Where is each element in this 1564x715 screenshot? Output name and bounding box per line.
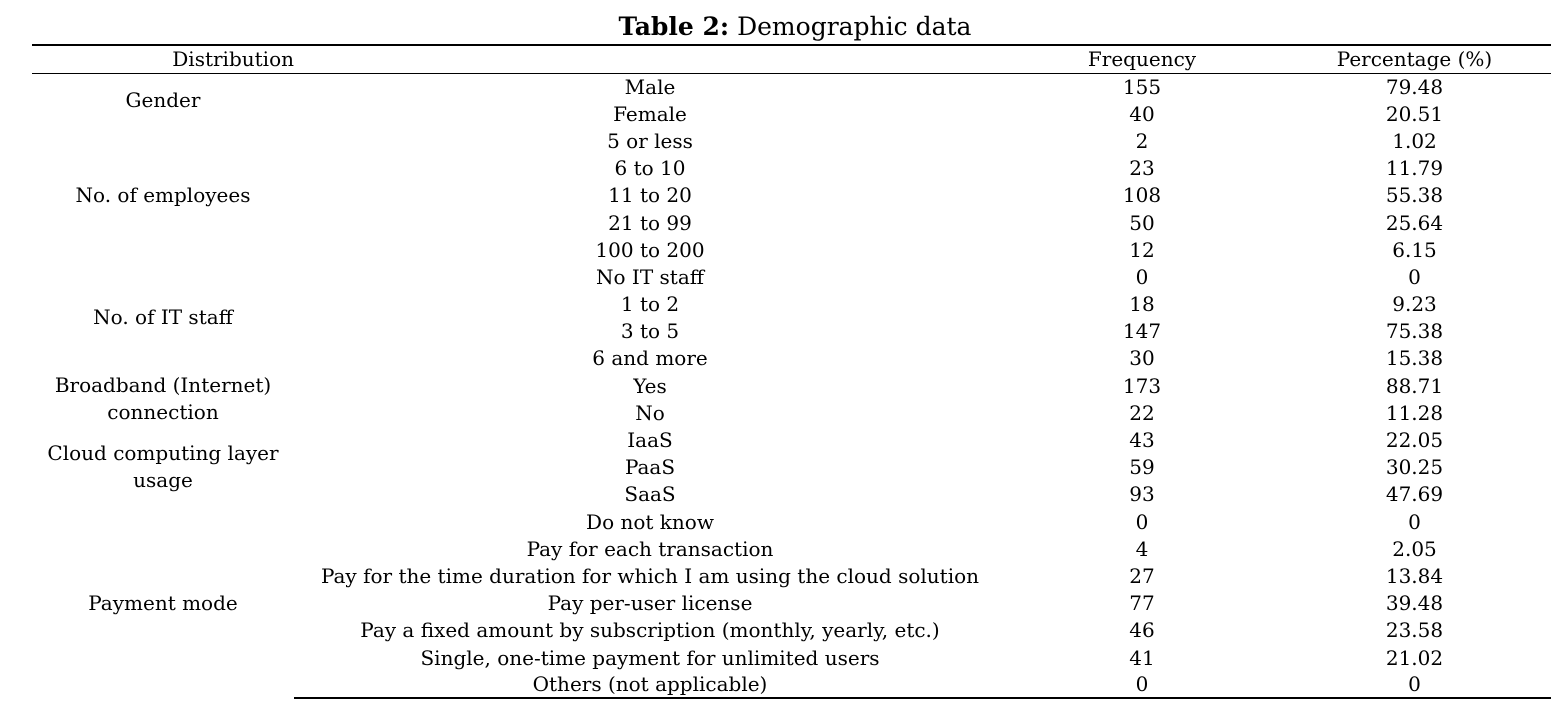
row-label: Pay a fixed amount by subscription (monthly, yearly, etc.) [360,618,940,643]
frequency-cell: 46 [1129,618,1155,643]
group-label: Payment mode [88,590,238,615]
header-distribution: Distribution [32,45,294,73]
table-row [32,263,1551,290]
frequency-cell: 18 [1129,292,1155,317]
frequency-cell: 12 [1129,237,1155,262]
row-label: Pay per-user license [547,591,753,616]
percentage-cell: 1.02 [1392,128,1437,153]
percentage-cell: 0 [1408,509,1421,534]
percentage-cell: 79.48 [1385,74,1444,99]
header-spacer [294,45,1006,73]
percentage-cell: 0 [1278,671,1551,698]
percentage-cell: 88.71 [1385,373,1444,398]
row-label: SaaS [624,482,676,507]
frequency-cell: 0 [1135,509,1149,534]
group-label: Cloud computing layer usage [47,441,279,493]
percentage-cell: 75.38 [1385,319,1444,344]
frequency-cell: 0 [1006,671,1278,698]
frequency-cell: 147 [1122,319,1162,344]
percentage-cell: 2.05 [1392,536,1437,561]
row-label: Do not know [586,509,714,534]
row-label: 5 or less [607,128,693,153]
table-header-row [32,45,1551,73]
header-percentage: Percentage (%) [1278,45,1551,73]
row-label: 6 and more [592,346,708,371]
percentage-cell: 0 [1408,264,1421,289]
row-label: No [635,400,665,425]
table-caption-title: Demographic data [737,12,972,41]
percentage-cell: 11.28 [1385,400,1444,425]
frequency-cell: 40 [1129,101,1155,126]
row-label: PaaS [624,455,676,480]
table-row [32,73,1551,100]
row-label: Yes [633,373,667,398]
percentage-cell: 22.05 [1385,428,1444,453]
frequency-cell: 4 [1135,536,1149,561]
percentage-cell: 13.84 [1385,563,1444,588]
group-label: No. of employees [75,182,251,207]
frequency-cell: 59 [1129,455,1155,480]
percentage-cell: 23.58 [1385,618,1444,643]
frequency-cell: 77 [1129,591,1155,616]
frequency-cell: 173 [1122,373,1162,398]
row-label: 3 to 5 [620,319,680,344]
frequency-cell: 108 [1122,183,1162,208]
frequency-cell: 23 [1129,156,1155,181]
group-label: Gender [125,87,201,112]
row-label: 100 to 200 [595,237,705,262]
frequency-cell: 93 [1129,482,1155,507]
percentage-cell: 30.25 [1385,455,1444,480]
demographic-table [32,44,1551,699]
table-row [32,372,1551,399]
percentage-cell: 39.48 [1385,591,1444,616]
row-label: 21 to 99 [608,210,692,235]
table-caption-label: Table 2: [618,12,730,41]
row-label: Single, one-time payment for unlimited users [420,645,880,670]
percentage-cell: 20.51 [1385,101,1444,126]
table-row [32,508,1551,535]
table-caption [0,10,1564,44]
frequency-cell: 50 [1129,210,1155,235]
demographic-table-container [32,44,1551,699]
row-label: Pay for the time duration for which I am using the cloud solution [320,563,980,588]
table-row [32,127,1551,154]
percentage-cell: 15.38 [1385,346,1444,371]
percentage-cell: 9.23 [1392,292,1437,317]
percentage-cell: 21.02 [1385,645,1444,670]
header-frequency: Frequency [1006,45,1278,73]
row-label: Others (not applicable) [294,671,1006,698]
group-label: No. of IT staff [93,305,233,330]
row-label: Female [613,101,687,126]
frequency-cell: 0 [1135,264,1149,289]
frequency-cell: 41 [1129,645,1155,670]
group-label: Broadband (Internet) connection [54,373,272,425]
frequency-cell: 22 [1129,400,1155,425]
row-label: No IT staff [596,264,704,289]
table-body [32,73,1551,698]
frequency-cell: 2 [1135,128,1149,153]
frequency-cell: 27 [1129,563,1155,588]
percentage-cell: 55.38 [1385,183,1444,208]
row-label: Male [624,74,676,99]
percentage-cell: 25.64 [1385,210,1444,235]
frequency-cell: 30 [1129,346,1155,371]
percentage-cell: 6.15 [1392,237,1437,262]
row-label: IaaS [627,428,673,453]
frequency-cell: 155 [1122,74,1162,99]
percentage-cell: 47.69 [1385,482,1444,507]
row-label: 1 to 2 [620,292,680,317]
row-label: 11 to 20 [608,183,692,208]
table-row [32,426,1551,453]
row-label: Pay for each transaction [526,536,774,561]
percentage-cell: 11.79 [1385,156,1444,181]
frequency-cell: 43 [1129,428,1155,453]
row-label: 6 to 10 [614,156,686,181]
